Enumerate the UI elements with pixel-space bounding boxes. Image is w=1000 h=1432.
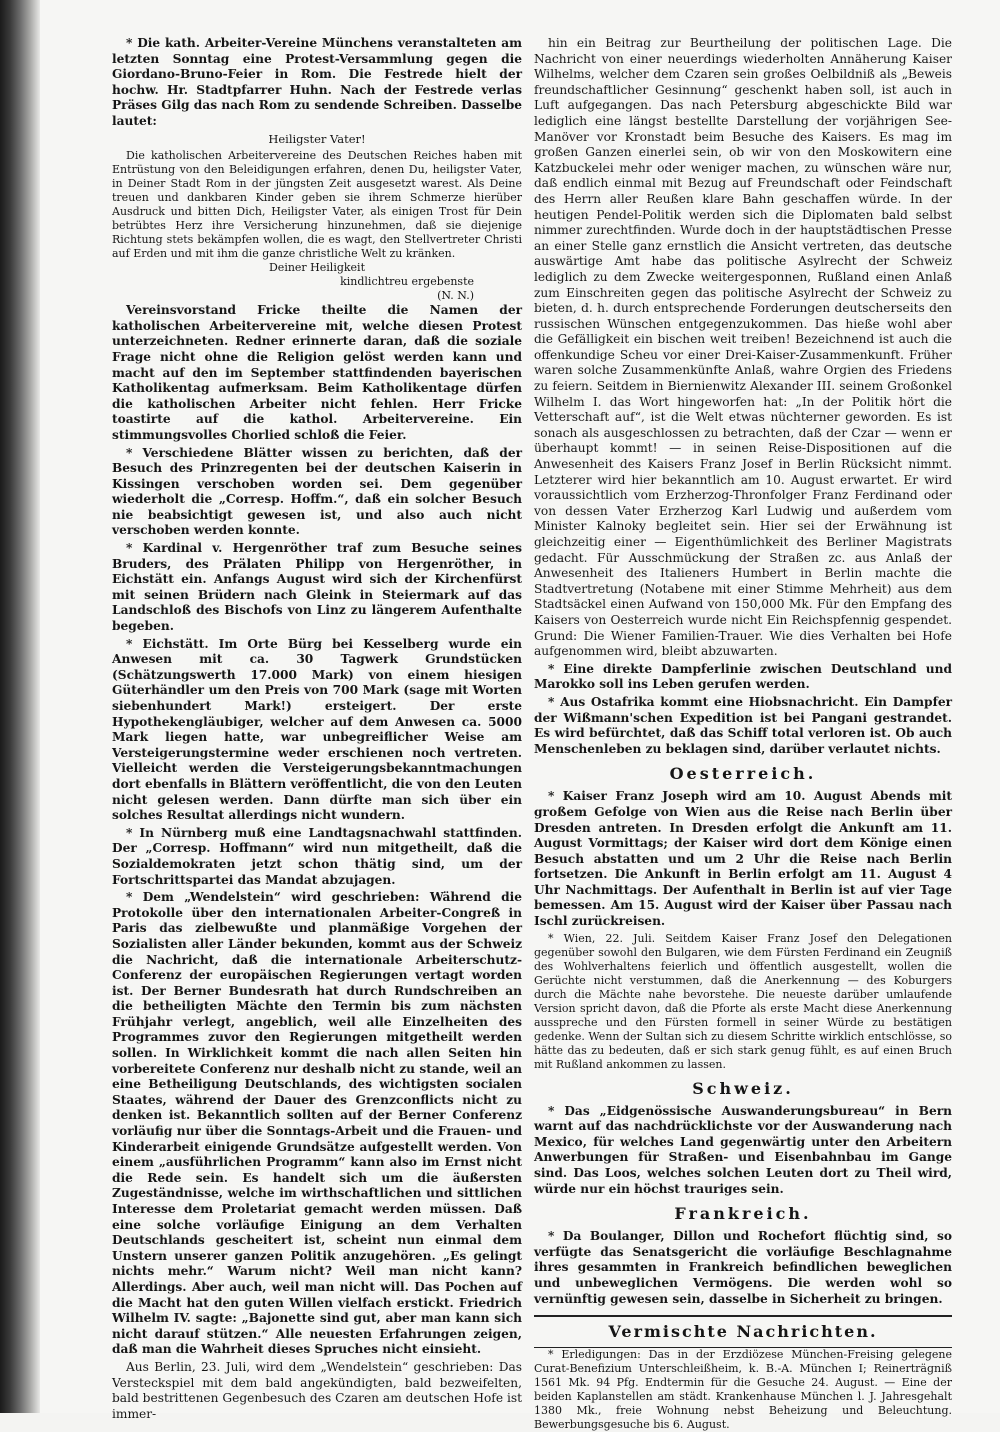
article-kardinal-hergenroether: * Kardinal v. Hergenröther traf zum Besuche seines Bruders, des Prälaten Philipp von Hergenröther, in Eichstätt ein. Anfangs August wird sich der Kirchenfürst mit seinen Brüdern nach Gleink in Steiermark auf das Landschloß des Bischofs von Linz zu längerem Aufenthalte begeben.	[112, 541, 522, 634]
letter-signature-name: (N. N.)	[437, 289, 474, 303]
letter-signature: kindlichtreu ergebenste	[340, 275, 474, 289]
article-prinzregent-visit: * Verschiedene Blätter wissen zu berichten, daß der Besuch des Prinzregenten bei der deutschen Kaiserin in Kissingen verschoben worden sei. Dem gegenüber wiederholt die „Corresp. Hoffm.“, daß ein solcher Besuch nie beabsichtigt gewesen ist, und also auch nicht verschoben werden konnte.	[112, 445, 522, 538]
section-heading-oesterreich: Oesterreich.	[669, 764, 817, 784]
article-fricke: Vereinsvorstand Fricke theilte die Namen der katholischen Arbeitervereine mit, welche diesen Protest unterzeichneten. Redner erinnerte daran, daß die soziale Frage nicht ohne die Religion gelöst werden kann und macht auf den im September stattfindenden bayerischen Katholikentag aufmerksam. Beim Katholikentage dürfen die katholischen Arbeiter nicht fehlen. Herr Fricke toastirte auf die kathol. Arbeitervereine. Ein stimmungsvolles Chorlied schloß die Feier.	[112, 303, 522, 442]
book-binding-edge	[0, 0, 40, 1413]
section-heading-schweiz: Schweiz.	[692, 1078, 794, 1098]
article-boulanger: * Da Boulanger, Dillon und Rochefort flüchtig sind, so verfügte das Senatsgericht die vorläufige Beschlagnahme ihres gesammten in Frankreich befindlichen beweglichen und unbeweglichen Vermögens. Die werden wohl so vernünftig gewesen sein, dasselbe in Sicherheit zu bringen.	[534, 1229, 952, 1306]
article-eichstaett: * Eichstätt. Im Orte Bürg bei Kesselberg wurde ein Anwesen mit ca. 30 Tagwerk Grundstücken (Schätzungswerth 17.000 Mark) von einem hiesigen Güterhändler um den Preis von 700 Mark (sage mit Worten siebenhundert Mark!) ersteigert. Der erste Hypothekengläubiger, welcher auf dem Anwesen ca. 5000 Mark liegen hatte, war unbegreiflicher Weise am Versteigerungstermine weder erschienen noch vertreten. Vielleicht werden die Versteigerungsbekanntmachungen dort ebenfalls in Blättern veröffentlicht, die von den Leuten nicht gelesen werden. Dann dürfte man sich über ein solches Resultat allerdings nicht wundern.	[112, 636, 523, 823]
article-berlin-continued: hin ein Beitrag zur Beurtheilung der politischen Lage. Die Nachricht von einer neuerdings wiederholten Annäherung Kaiser Wilhelms, welcher dem Czaren sein großes Oelbildniß als „Beweis freundschaftlicher Gesinnung“ geschenkt haben soll, ist auch in Luft aufgegangen. Das nach Petersburg abgeschickte Bild war lediglich eine längst bestellte Darstellung der vorjährigen See-Manöver vor Kronstadt beim Besuche des Kaisers. Es mag im großen Ganzen einerlei sein, ob wir von den Moskowitern eine Katzbuckelei mehr oder weniger machen, zu wünschen wäre nur, daß endlich einmal mit Bezug auf Freundschaft oder Feindschaft des Herrn aller Reußen klare Bahn geschaffen würde. In der heutigen Pendel-Politik werden sich die Diplomaten bald selbst nimmer zurechtfinden. Wurde doch in der hauptstädtischen Presse an einer Stelle ganz ernstlich die Ansicht vertreten, das deutsche auswärtige Amt habe das politische Asylrecht der Schweiz lediglich zu dem Zwecke weitergesponnen, Rußland einen Anlaß zum Einschreiten gegen das politische Asylrecht der Schweiz zu bieten, d. h. durch entsprechende Forderungen deutscherseits den russischen Wünschen entgegenzukommen. Das hieße wohl aber die Gefälligkeit ein bischen weit treiben! Bezeichnend ist auch die offenkundige Scheu vor einer Drei-Kaiser-Zusammenkunft. Früher waren solche Zusammenkünfte Anlaß, wahre Orgien des Friedens zu feiern. Seitdem in Biernienwitz Alexander III. seinem Großonkel Wilhelm I. das Wort hingeworfen hat: „In der Politik hört die Vetterschaft auf“, ist die Welt etwas nüchterner geworden. Es ist sonach als ausgeschlossen zu betrachten, daß der Czar — wenn er überhaupt kommt! — in seinen Reise-Dispositionen auf die Anwesenheit des Kaisers Franz Josef in Berlin Rücksicht nimmt. Letzterer wird hier bekanntlich am 10. August erwartet. Er wird voraussichtlich vom Erzherzog-Thronfolger Franz Ferdinand oder von dessen Vater Erzherzog Karl Ludwig und außerdem vom Minister Kalnoky begleitet sein. Hier sei der Erwähnung ist gleichzeitig einer — Eigenthümlichkeit des Berliner Magistrats gedacht. Für Ausschmückung der Straßen zc. aus Anlaß der Anwesenheit des Italieners Humbert in Berlin machte die Stadtvertretung (Notabene mit einer Stimme Mehrheit) aus dem Stadtsäckel einen Aufwand von 150,000 Mk. Für den Empfang des Kaisers von Oesterreich wurde nicht Ein Reichspfennig gespendet. Grund: Die Wiener Familien-Trauer. Wie dies Verhalten bei Hofe aufgenommen wird, bleibt abzuwarten.	[534, 36, 952, 659]
article-berlin-start: Aus Berlin, 23. Juli, wird dem „Wendelstein“ geschrieben: Das Versteckspiel mit dem bald angekündigten, bald bezweifelten, bald bestrittenen Gegenbesuch des Czaren am deutschen Hofe ist immer-	[112, 1359, 522, 1421]
letter-salutation: Heiligster Vater!	[268, 131, 366, 146]
letter-body: Die katholischen Arbeitervereine des Deutschen Reiches haben mit Entrüstung von den Beleidigungen erfahren, denen Du, heiligster Vater, in Deiner Stadt Rom in der jüngsten Zeit ausgesetzt warest. Als Deine treuen und dankbaren Kinder geben sie ihrem Schmerze hierüber Ausdruck und bitten Dich, Heiligster Vater, als einigen Trost für Dein betrübtes Herz ihre Versicherung hinzunehmen, daß sie diejenige Richtung stets bekämpfen wollen, die es wagt, den Stellvertreter Christi auf Erden und mit ihm die ganze christliche Welt zu kränken.	[112, 149, 522, 261]
section-heading-vermischte: Vermischte Nachrichten.	[608, 1322, 878, 1342]
article-protest-meeting: * Die kath. Arbeiter-Vereine Münchens veranstalteten am letzten Sonntag eine Protest-Versammlung gegen die Giordano-Bruno-Feier in Rom. Die Festrede hielt der hochw. Hr. Stadtpfarrer Huhn. Nach der Festrede verlas Präses Gilg das nach Rom zu sendende Schreiben. Dasselbe lautet:	[112, 36, 522, 128]
section-heading-frankreich: Frankreich.	[674, 1204, 812, 1224]
right-column	[534, 36, 952, 1432]
article-erledigungen: * Erledigungen: Das in der Erzdiözese München-Freising gelegene Curat-Benefizium Unterschleißheim, k. B.-A. München I; Reinerträgniß 1561 Mk. 94 Pfg. Endtermin für die Gesuche 24. August. — Eine der beiden Kaplanstellen am städt. Krankenhause München l. J. Jahresgehalt 1380 Mk., freie Wohnung nebst Beheizung und Beleuchtung. Bewerbungsgesuche bis 6. August.	[534, 1348, 952, 1432]
article-wien: * Wien, 22. Juli. Seitdem Kaiser Franz Josef den Delegationen gegenüber sowohl den Bulgaren, wie dem Fürsten Ferdinand ein Zeugniß des Wohlverhaltens feierlich und öffentlich ausgestellt, wollen die Gerüchte nicht verstummen, daß die Anerkennung — des Koburgers durch die Mächte nahe bevorstehe. Die neueste darüber umlaufende Version spricht davon, daß die Pforte als erste Macht diese Anerkennung ausspreche und den Fürsten formell in seiner Würde zu bestätigen gedenke. Wenn der Sultan sich zu diesem Schritte wirklich entschlösse, so hätte das zu bedeuten, daß er sich stark genug fühlt, es auf einen Bruch mit Rußland ankommen zu lassen.	[534, 931, 952, 1071]
article-dampferlinie: * Eine direkte Dampferlinie zwischen Deutschland und Marokko soll ins Leben gerufen werden.	[534, 661, 952, 692]
article-wendelstein-conference: * Dem „Wendelstein“ wird geschrieben: Während die Protokolle über den internationalen Arbeiter-Congreß in Paris das zielbewußte und planmäßige Vorgehen der Sozialisten aller Länder bekunden, kommt aus der Schweiz die Nachricht, daß die internationale Arbeiterschutz-Conferenz der europäischen Regierungen vertagt worden ist. Der Berner Bundesrath hat durch Rundschreiben an die betheiligten Mächte den Termin bis zum nächsten Frühjahr verlegt, angeblich, weil alle Einzelheiten des Programmes zuvor den Regierungen mitgetheilt werden sollen. In Wirklichkeit kommt die nach allen Seiten hin vorbereitete Conferenz nur deshalb nicht zu stande, weil an eine Betheiligung Deutschlands, des wichtigsten socialen Staates, während der Dauer des Grenzconflicts nicht zu denken ist. Bekanntlich sollten auf der Berner Conferenz vorläufig nur über die Sonntags-Arbeit und die Frauen- und Kinderarbeit einigende Grundsätze aufgestellt werden. Von einem „ausführlichen Programm“ kann also im Ernst nicht die Rede sein. Es handelt sich um die äußersten Zugeständnisse, welche im wirthschaftlichen und sittlichen Interesse dem Proletariat gemacht werden müssen. Daß eine solche vorläufige Einigung an dem Verhalten Deutschlands gescheitert ist, scheint nun einmal dem Unstern unserer ganzen Politik anzugehören. „Es gelingt nichts mehr.“ Warum nicht? Weil man nicht kann? Allerdings. Aber auch, weil man nicht will. Das Pochen auf die Macht hat den guten Willen vielfach erstickt. Friedrich Wilhelm IV. sagte: „Bajonette sind gut, aber man kann sich nicht darauf stützen.“ Alle neuesten Erfahrungen zeigen, daß man die Wahrheit dieses Spruches nicht einsieht.	[112, 890, 522, 1357]
letter-closing: Deiner Heiligkeit	[268, 261, 365, 275]
article-auswanderungsbureau: * Das „Eidgenössische Auswanderungsbureau“ in Bern warnt auf das nachdrücklichste vor der Auswanderung nach Mexico, für welches Land gegenwärtig unter den Arbeitern Anwerbungen für Straßen- und Eisenbahnbau im Gange sind. Das Loos, welches solchen Leuten dort zu Theil wird, würde nur ein höchst trauriges sein.	[534, 1103, 952, 1196]
left-column	[112, 36, 523, 1421]
article-kaiser-franz-joseph: * Kaiser Franz Joseph wird am 10. August Abends mit großem Gefolge von Wien aus die Reise nach Berlin über Dresden antreten. In Dresden erfolgt die Ankunft am 11. August Vormittags; der Kaiser wird dort dem Könige einen Besuch abstatten und um 2 Uhr die Reise nach Berlin fortsetzen. Die Ankunft in Berlin erfolgt am 11. August 4 Uhr Nachmittags. Der Aufenthalt in Berlin ist auf vier Tage bemessen. Am 15. August wird der Kaiser über Passau nach Ischl zurückreisen.	[534, 789, 952, 929]
article-ostafrika: * Aus Ostafrika kommt eine Hiobsnachricht. Ein Dampfer der Wißmann'schen Expedition ist bei Pangani gestrandet. Es wird befürchtet, daß das Schiff total verloren ist. Ob auch Menschenleben zu beklagen sind, darüber verlautet nichts.	[534, 694, 952, 756]
article-nuernberg: * In Nürnberg muß eine Landtagsnachwahl stattfinden. Der „Corresp. Hoffmann“ wird nun mitgetheilt, daß die Sozialdemokraten jetzt schon thätig sind, um der Fortschrittspartei das Mandat abzujagen.	[112, 825, 522, 887]
section-divider	[534, 1315, 952, 1317]
